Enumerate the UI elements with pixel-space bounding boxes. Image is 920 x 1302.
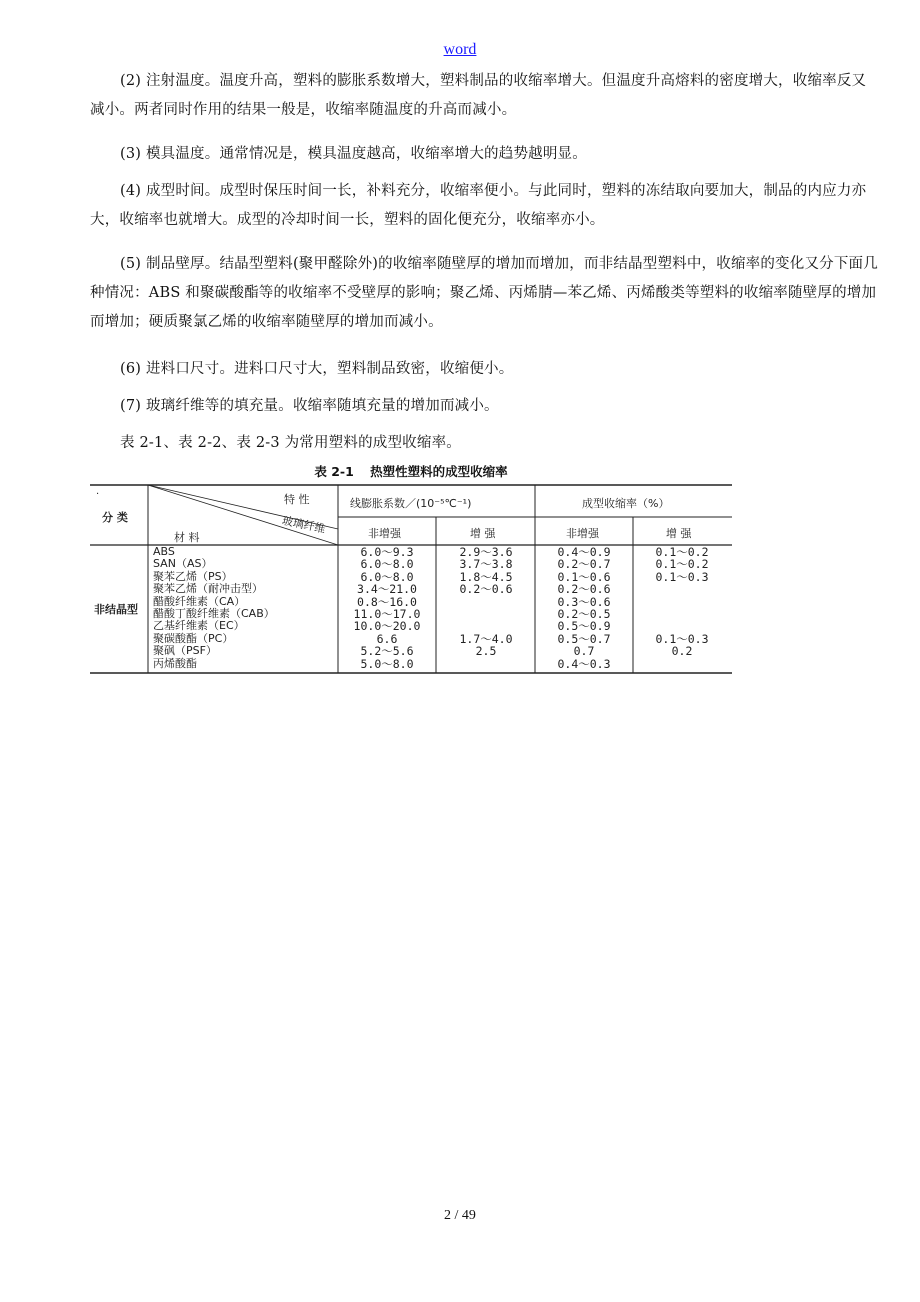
- table-cell-exp-rein: 1.8～4.5: [459, 569, 513, 584]
- table-cell-material: SAN（AS）: [153, 557, 213, 571]
- table-cell-shr-non: 0.3～0.6: [557, 594, 611, 609]
- table-cell-shr-non: 0.4～0.9: [557, 545, 611, 559]
- table-cell-material: ABS: [153, 545, 175, 558]
- table-cell-exp-non: 5.0～8.0: [360, 656, 414, 671]
- paragraph-injection-temperature: (2) 注射温度。温度升高，塑料的膨胀系数增大，塑料制品的收缩率增大。但温度升高熔料的密度增大，收缩率反又减小。两者同时作用的结果一般是，收缩率随温度的升高而减小。: [90, 73, 867, 118]
- table-cell-exp-rein: 3.7～3.8: [459, 557, 513, 572]
- header-exp-reinforced: 增 强: [470, 527, 496, 540]
- header-category: 分 类: [102, 511, 128, 524]
- table-cell-material: 醋酸纤维素（CA）: [153, 594, 246, 608]
- table-cell-material: 丙烯酸酯: [153, 656, 197, 670]
- table-cell-material: 乙基纤维素（EC）: [153, 619, 245, 633]
- table-cell-exp-non: 6.0～9.3: [360, 545, 414, 559]
- header-shr-non-reinforced: 非增强: [566, 527, 599, 540]
- table-cell-shr-non: 0.5～0.9: [557, 619, 611, 634]
- header-property: 特 性: [284, 493, 310, 506]
- table-cell-material: 聚苯乙烯（耐冲击型）: [153, 582, 263, 596]
- header-shrinkage: 成型收缩率（%）: [582, 497, 670, 510]
- table-cell-exp-non: 6.6: [376, 631, 398, 646]
- table-cell-shr-non: 0.2～0.7: [557, 557, 611, 572]
- header-glass-fiber: 玻璃纤维: [280, 513, 327, 536]
- table-cell-material: 聚苯乙烯（PS）: [153, 569, 233, 583]
- table-cell-exp-non: 11.0～17.0: [353, 607, 421, 621]
- page-number: 2 / 49: [444, 1208, 476, 1223]
- table-caption: 热塑性塑料的成型收缩率: [370, 464, 508, 479]
- paragraph-molding-time: (4) 成型时间。成型时保压时间一长，补料充分，收缩率便小。与此同时，塑料的冻结取向要加大，制品的内应力亦大，收缩率也就增大。成型的冷却时间一长，塑料的固化便充分，收缩率亦小。: [90, 183, 867, 228]
- table-cell-exp-rein: 2.9～3.6: [459, 545, 513, 559]
- table-number: 表 2-1: [314, 464, 354, 479]
- table-cell-shr-non: 0.1～0.6: [557, 569, 611, 584]
- paragraph-gate-size: (6) 进料口尺寸。进料口尺寸大，塑料制品致密，收缩便小。: [120, 361, 514, 377]
- table-cell-shr-rein: 0.1～0.2: [655, 557, 709, 572]
- paragraph-wall-thickness: (5) 制品壁厚。结晶型塑料(聚甲醛除外)的收缩率随壁厚的增加而增加，而非结晶型塑料中，收缩率的变化又分下面几种情况：ABS 和聚碳酸酯等的收缩率不受壁厚的影响；聚乙烯、丙烯腈—苯乙烯、丙烯酸类等塑料的收缩率随壁厚的增加而增加；硬质聚氯乙烯的收缩率随壁厚的增加而减小。: [90, 256, 878, 330]
- shrinkage-table: 表 2-1 热塑性塑料的成型收缩率 · 分 类 特 性 玻璃纤维 材 料 线膨胀系数／(10⁻⁵℃⁻¹) 成型收缩率（%） 非增强 增 强 非增强 增 强 非结晶型 ABS 6.0～9.3 2.9～3.6 0.4～0.9 0.1～0.2 SAN（AS） 6.0～8.0 3.7～3.8 0.2～0.7 0.1～0.2 聚苯乙烯（PS） 6.0～8.0 1.8～4.5 0.1～0.6 0.1～0.3 聚苯乙烯（耐冲击型） 3.4～21.0 0.2～0.6 0.2～0.6 醋酸纤维素（CA） 0.8～16.0 0.3～0.6 醋酸丁酸纤维素（CAB） 11.0～17.0 0.2～0.5 乙基纤维素（EC） 10.0～20.0 0.5～0.9 聚碳酸酯（PC） 6.6 1.7～4.0 0.5～0.7 0.1～0.3 聚砜（PSF） 5.2～5.6 2.5 0.7 0.2 丙烯酸酯 5.0～8.0 0.4～0.3: [88, 459, 734, 676]
- table-cell-material: 醋酸丁酸纤维素（CAB）: [153, 607, 275, 620]
- table-cell-exp-rein: 2.5: [475, 644, 497, 659]
- group-non-crystalline: 非结晶型: [94, 603, 138, 616]
- header-material: 材 料: [174, 531, 200, 544]
- header-word-link[interactable]: word: [443, 41, 477, 58]
- table-cell-exp-non: 10.0～20.0: [353, 619, 421, 634]
- table-cell-exp-non: 6.0～8.0: [360, 557, 414, 572]
- table-cell-exp-rein: 1.7～4.0: [459, 631, 513, 646]
- table-cell-shr-rein: 0.2: [671, 644, 693, 659]
- header-linear-expansion: 线膨胀系数／(10⁻⁵℃⁻¹): [350, 497, 472, 510]
- table-cell-exp-non: 3.4～21.0: [357, 582, 417, 597]
- paragraph-mold-temperature: (3) 模具温度。通常情况是，模具温度越高，收缩率增大的趋势越明显。: [120, 146, 587, 162]
- table-cell-exp-rein: 0.2～0.6: [459, 582, 513, 597]
- header-exp-non-reinforced: 非增强: [368, 527, 401, 540]
- table-cell-material: 聚碳酸酯（PC）: [153, 631, 234, 645]
- table-cell-shr-rein: 0.1～0.2: [655, 545, 709, 559]
- table-cell-exp-non: 5.2～5.6: [360, 644, 414, 659]
- header-shr-reinforced: 增 强: [666, 527, 692, 540]
- table-cell-exp-non: 6.0～8.0: [360, 569, 414, 584]
- table-cell-exp-non: 0.8～16.0: [357, 594, 417, 609]
- table-cell-shr-non: 0.5～0.7: [557, 631, 611, 646]
- paragraph-filler-content: (7) 玻璃纤维等的填充量。收缩率随填充量的增加而减小。: [120, 398, 499, 414]
- table-cell-shr-non: 0.7: [573, 644, 595, 659]
- table-cell-shr-rein: 0.1～0.3: [655, 631, 709, 646]
- table-cell-shr-rein: 0.1～0.3: [655, 569, 709, 584]
- table-cell-shr-non: 0.2～0.5: [557, 607, 611, 621]
- paragraph-table-intro: 表 2-1、表 2-2、表 2-3 为常用塑料的成型收缩率。: [120, 435, 461, 451]
- table-cell-material: 聚砜（PSF）: [153, 644, 217, 658]
- table-cell-shr-non: 0.4～0.3: [557, 656, 611, 671]
- table-cell-shr-non: 0.2～0.6: [557, 582, 611, 597]
